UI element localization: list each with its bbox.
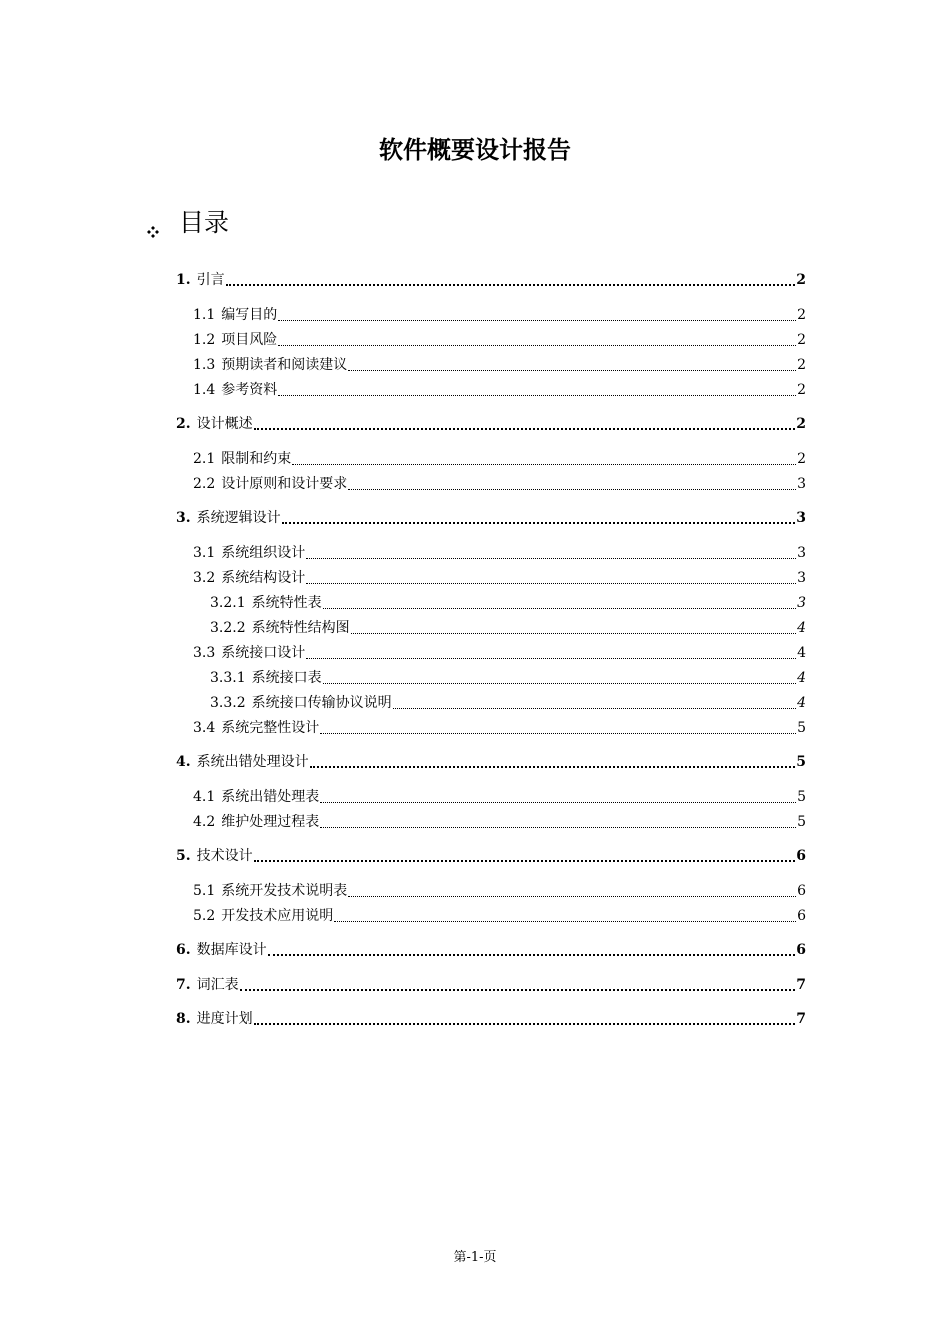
toc-entry-page-number: 5 [796, 754, 806, 770]
toc-entry-label: 系统完整性设计 [221, 719, 320, 736]
toc-entry[interactable] [193, 354, 806, 376]
toc-entry-number: 3.2.1 [210, 594, 246, 611]
page-footer: 第-1-页 [453, 1250, 497, 1265]
toc-entry-page-number: 4 [797, 644, 806, 661]
toc-dot-leader [240, 974, 796, 996]
toc-entry-number: 1.1 [193, 306, 216, 323]
toc-entry[interactable] [210, 692, 806, 714]
toc-entry-number: 4.1 [193, 788, 216, 805]
toc-entry-number: 2.2 [193, 475, 216, 492]
toc-entry[interactable] [176, 269, 806, 291]
toc-entry-label: 引言 [196, 272, 225, 288]
toc-dot-leader [323, 592, 796, 614]
toc-entry[interactable] [176, 1008, 806, 1030]
toc-dot-leader [348, 473, 796, 495]
toc-entry[interactable] [193, 473, 806, 495]
toc-entry-number: 1. [176, 272, 191, 288]
toc-entry-label: 系统出错处理表 [221, 788, 320, 805]
toc-entry[interactable] [176, 974, 806, 996]
toc-dot-leader [254, 845, 796, 867]
toc-entry-number: 3.3 [193, 644, 216, 661]
toc-dot-leader [334, 905, 796, 927]
toc-dot-leader [306, 567, 796, 589]
toc-entry-number: 3.2 [193, 569, 216, 586]
toc-dot-leader [320, 786, 796, 808]
toc-entry-page-number: 4 [797, 669, 806, 686]
toc-entry[interactable] [193, 880, 806, 902]
toc-entry[interactable] [193, 786, 806, 808]
toc-entry-page-number: 6 [796, 848, 806, 864]
toc-entry[interactable] [193, 642, 806, 664]
toc-entry-label: 系统接口设计 [221, 644, 306, 661]
toc-entry-number: 5. [176, 848, 191, 864]
toc-entry-label: 系统接口表 [251, 669, 322, 686]
toc-entry[interactable] [193, 717, 806, 739]
toc-dot-leader [254, 413, 796, 435]
toc-entry-number: 4. [176, 754, 191, 770]
toc-entry-label: 编写目的 [221, 306, 278, 323]
toc-entry[interactable] [210, 617, 806, 639]
toc-dot-leader [351, 617, 796, 639]
toc-entry-label: 预期读者和阅读建议 [221, 356, 348, 373]
toc-entry-page-number: 2 [797, 331, 806, 348]
toc-entry-page-number: 3 [797, 569, 806, 586]
toc-entry-number: 3. [176, 510, 191, 526]
toc-entry[interactable] [193, 542, 806, 564]
toc-entry-number: 4.2 [193, 813, 216, 830]
toc-entry-number: 3.3.1 [210, 669, 246, 686]
toc-entry-label: 系统开发技术说明表 [221, 882, 348, 899]
document-title: 软件概要设计报告 [379, 136, 571, 164]
toc-entry[interactable] [193, 379, 806, 401]
toc-entry-page-number: 6 [797, 882, 806, 899]
toc-entry-number: 8. [176, 1011, 191, 1027]
toc-entry-label: 项目风险 [221, 331, 278, 348]
toc-entry-label: 设计概述 [196, 416, 253, 432]
toc-entry[interactable] [193, 811, 806, 833]
toc-entry-number: 7. [176, 976, 191, 993]
toc-entry-page-number: 4 [797, 694, 806, 711]
toc-entry[interactable] [176, 751, 806, 773]
toc-dot-leader [320, 717, 796, 739]
toc-entry-label: 系统出错处理设计 [196, 754, 309, 770]
toc-entry-number: 3.3.2 [210, 694, 246, 711]
toc-entry-label: 系统结构设计 [221, 569, 306, 586]
toc-dot-leader [310, 751, 796, 773]
toc-entry-number: 2.1 [193, 450, 216, 467]
toc-dot-leader [268, 939, 796, 961]
toc-entry-label: 词汇表 [196, 976, 239, 993]
toc-dot-leader [226, 269, 796, 291]
toc-entry-page-number: 3 [797, 544, 806, 561]
toc-entry[interactable] [193, 448, 806, 470]
toc-dot-leader [323, 667, 796, 689]
toc-entry[interactable] [176, 413, 806, 435]
toc-entry-label: 系统接口传输协议说明 [251, 694, 392, 711]
toc-entry[interactable] [193, 905, 806, 927]
toc-entry-page-number: 2 [796, 272, 806, 288]
toc-entry-page-number: 6 [797, 907, 806, 924]
toc-entry-label: 维护处理过程表 [221, 813, 320, 830]
toc-entry-label: 技术设计 [196, 848, 253, 864]
toc-entry-label: 系统逻辑设计 [196, 510, 281, 526]
toc-entry-page-number: 2 [797, 381, 806, 398]
toc-entry-label: 数据库设计 [196, 942, 267, 958]
toc-entry-page-number: 3 [797, 475, 806, 492]
toc-dot-leader [278, 304, 796, 326]
toc-entry-label: 系统组织设计 [221, 544, 306, 561]
toc-dot-leader [278, 329, 796, 351]
toc-dot-leader [254, 1008, 796, 1030]
toc-dot-leader [348, 354, 796, 376]
toc-entry-page-number: 4 [797, 619, 806, 636]
toc-heading-text: 目录 [179, 208, 230, 237]
toc-dot-leader [306, 642, 796, 664]
toc-entry-label: 系统特性表 [251, 594, 322, 611]
toc-entry-page-number: 2 [796, 416, 806, 432]
toc-entry-number: 1.2 [193, 331, 216, 348]
toc-entry-number: 5.1 [193, 882, 216, 899]
toc-entry-label: 限制和约束 [221, 450, 292, 467]
toc-entry-page-number: 3 [797, 594, 806, 611]
toc-entry-page-number: 3 [796, 510, 806, 526]
toc-entry-page-number: 5 [797, 813, 806, 830]
toc-entry[interactable] [176, 507, 806, 529]
toc-entry-label: 设计原则和设计要求 [221, 475, 348, 492]
toc-entry-number: 6. [176, 942, 191, 958]
toc-dot-leader [348, 880, 796, 902]
toc-entry-page-number: 2 [797, 306, 806, 323]
toc-entry[interactable] [176, 939, 806, 961]
toc-entry-label: 开发技术应用说明 [221, 907, 334, 924]
toc-entry-number: 3.1 [193, 544, 216, 561]
toc-entry-page-number: 7 [796, 1011, 806, 1027]
toc-dot-leader [282, 507, 796, 529]
toc-entry[interactable] [210, 592, 806, 614]
toc-dot-leader [320, 811, 796, 833]
toc-dot-leader [292, 448, 796, 470]
toc-entry-number: 3.4 [193, 719, 216, 736]
toc-entry-label: 系统特性结构图 [251, 619, 350, 636]
toc-entry[interactable] [210, 667, 806, 689]
toc-entry-number: 1.4 [193, 381, 216, 398]
toc-entry[interactable] [193, 329, 806, 351]
toc-entry-page-number: 5 [797, 719, 806, 736]
toc-entry-label: 参考资料 [221, 381, 278, 398]
toc-entry-page-number: 7 [796, 976, 806, 993]
toc-dot-leader [393, 692, 796, 714]
toc-entry-label: 进度计划 [196, 1011, 253, 1027]
toc-entry-page-number: 6 [796, 942, 806, 958]
toc-entry[interactable] [193, 304, 806, 326]
toc-entry-page-number: 5 [797, 788, 806, 805]
toc-entry-number: 2. [176, 416, 191, 432]
toc-entry-page-number: 2 [797, 356, 806, 373]
toc-entry-page-number: 2 [797, 450, 806, 467]
toc-dot-leader [306, 542, 796, 564]
toc-entry[interactable] [193, 567, 806, 589]
toc-entry-number: 3.2.2 [210, 619, 246, 636]
toc-entry-number: 1.3 [193, 356, 216, 373]
toc-dot-leader [278, 379, 796, 401]
toc-entry-number: 5.2 [193, 907, 216, 924]
toc-entry[interactable] [176, 845, 806, 867]
